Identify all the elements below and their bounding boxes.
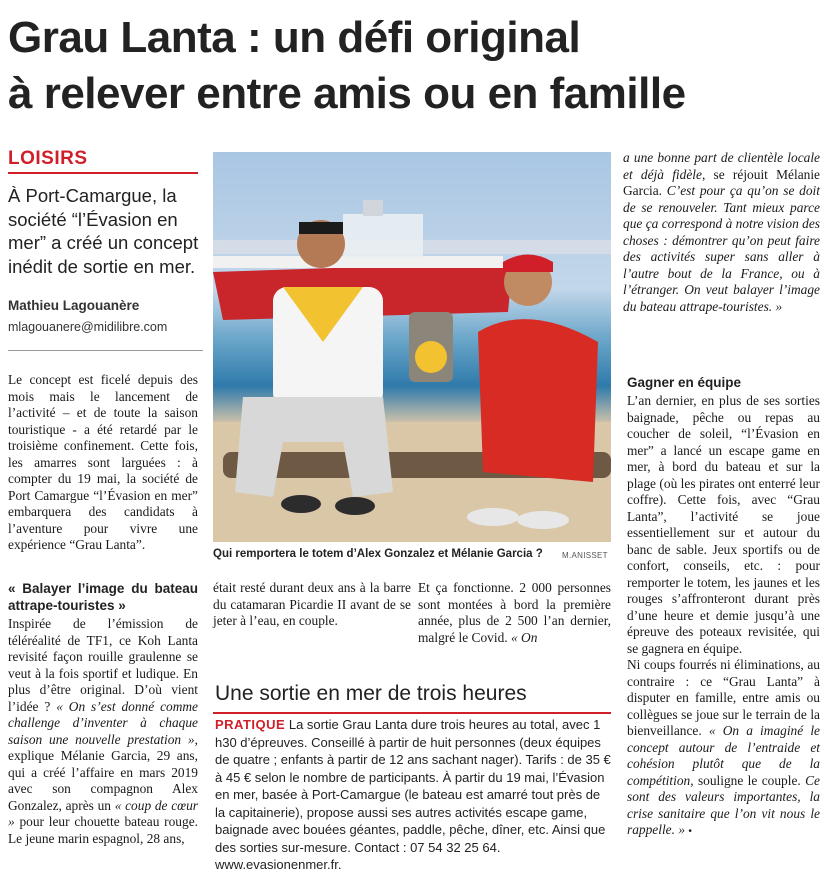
author-email[interactable]: mlagouanere@midilibre.com <box>8 320 168 334</box>
body-column-1 <box>8 372 198 554</box>
section-rubric: LOISIRS <box>8 148 88 169</box>
byline-divider <box>8 350 203 351</box>
quote-run: C’est pour ça qu’on se doit de se renouveler. Tant mieux parce que ça correspond à notre vision des choses : démontrer qu’on peut faire des activités super sans aller à l’autre bout de la France, ou à l’étranger. On veut balayer l’image du bateau attrape-touristes. » <box>623 183 820 314</box>
subheading-balayer: « Balayer l’image du bateau attrape-touristes » <box>8 581 198 613</box>
practical-label: PRATIQUE <box>215 717 286 732</box>
headline-line-1: Grau Lanta : un défi original <box>8 13 581 62</box>
rubric-underline <box>8 172 198 174</box>
body-column-4 <box>623 150 820 315</box>
paragraph <box>8 616 198 847</box>
quote-run: Ce sont des valeurs importantes, la crise sanitaire que l’on vit nous le rappelle. » <box>627 772 820 837</box>
text-run: , explique Mélanie Garcia, 29 ans, qui a créé l’affaire en mars 2019 avec son compagnon Alex Gonzalez, après un <box>8 731 198 813</box>
headline <box>8 10 823 122</box>
paragraph: Le concept est ficelé depuis des mois mais le lancement de l’activité – et de toute la saison touristique - a été retardé par le troisième confinement. Cette fois, les amarres sont larguées : à compter du 19 mai, la société de Port Camargue “l’Évasion en mer” embarquera des candidats à l’aventure pour vivre une expérience “Grau Lanta”. <box>8 372 198 552</box>
text-run: souligne le couple. <box>693 772 806 788</box>
paragraph <box>418 580 611 646</box>
photo-caption: Qui remportera le totem d’Alex Gonzalez et Mélanie Garcia ? <box>213 548 543 560</box>
quote-run: « On <box>510 629 538 645</box>
body-column-1b <box>8 616 198 847</box>
article-lead: À Port-Camargue, la société “l’Évasion en mer” a créé un concept inédit de sortie en mer. <box>8 185 199 277</box>
quote-run: a une bonne part de clientèle locale et déjà fidèle <box>623 150 820 182</box>
photo-credit: M.ANISSET <box>562 551 608 560</box>
quote-run: « On a imaginé le concept autour de l’entraide et cohésion plutôt que de la compétition, <box>627 723 821 788</box>
body-column-4b <box>627 393 820 841</box>
text-run: , se réjouit Mélanie Garcia. <box>623 166 820 198</box>
text-run: Et ça fonctionne. 2 000 personnes sont montées à bord la première année, plus de 2 500 l’an dernier, malgré le Covid. <box>418 580 611 645</box>
box-divider <box>213 712 611 714</box>
paragraph: L’an dernier, en plus de ses sorties baignade, pêche ou repas au coucher de soleil, “l’Évasion en mer” a lancé un escape game en mer, à bord du bateau et sur la plage (où les pirates ont enterré leur coffre). Cette fois, avec “Grau Lanta”, l’activité se joue essentiellement sur et autour du banc de sable. Jeux sportifs ou de confort, conseils, etc. : pour remporter le totem, les jaunes et les rouges s’affronteront durant près d’une heure et demie jusqu’à une épreuve des poteaux revisitée, qui se gagnera en équipe. <box>627 393 820 656</box>
body-column-2 <box>213 580 411 630</box>
text-run: pour leur chouette bateau rouge. Le jeune marin espagnol, 28 ans, <box>8 814 198 846</box>
photo-people-totem <box>213 152 611 542</box>
text-run: Inspirée de l’émission de téléréalité de TF1, ce Koh Lanta revisité façon rouille graulenne se veut à la fois sportif et ludique. En plus d’être original. D’où vient l’idée ? <box>8 616 198 714</box>
headline-line-2: à relever entre amis ou en famille <box>8 69 686 118</box>
practical-info <box>215 716 613 874</box>
quote-run: « coup de cœur » <box>8 797 198 829</box>
end-mark: • <box>688 826 692 837</box>
article-photo <box>213 152 611 542</box>
box-title: Une sortie en mer de trois heures <box>215 682 527 705</box>
paragraph <box>627 657 820 841</box>
paragraph: était resté durant deux ans à la barre du catamaran Picardie II avant de se jeter à l’eau, en couple. <box>213 580 411 628</box>
practical-text: La sortie Grau Lanta dure trois heures au total, avec 1 h30 d’épreuves. Conseillé à partir de huit personnes (deux équipes de quatre ; enfants à partir de 12 ans sachant nager). Tarifs : de 35 € à 45 € selon le nombre de participants. À partir du 19 mai, l’Évasion en mer, basée à Port-Camargue (le bateau est amarré tout près de la capitainerie), propose aussi ses autres activités escape game, baignade avec bouées géantes, paddle, pêche, dîner, etc. Ainsi que des sorties sur-mesure. Contact : 07 54 32 25 64. www.evasionenmer.fr. <box>215 717 611 872</box>
text-run: Ni coups fourrés ni éliminations, au contraire : ce “Grau Lanta” à disputer en famille, entre amis ou collègues se joue sur le terrain de la bienveillance. <box>627 657 820 738</box>
paragraph <box>623 150 820 315</box>
author-name: Mathieu Lagouanère <box>8 298 140 313</box>
quote-run: « On s’est donné comme challenge d’inventer à chaque saison une nouvelle prestation » <box>8 698 198 747</box>
subheading-gagner: Gagner en équipe <box>627 375 742 390</box>
body-column-3 <box>418 580 611 646</box>
